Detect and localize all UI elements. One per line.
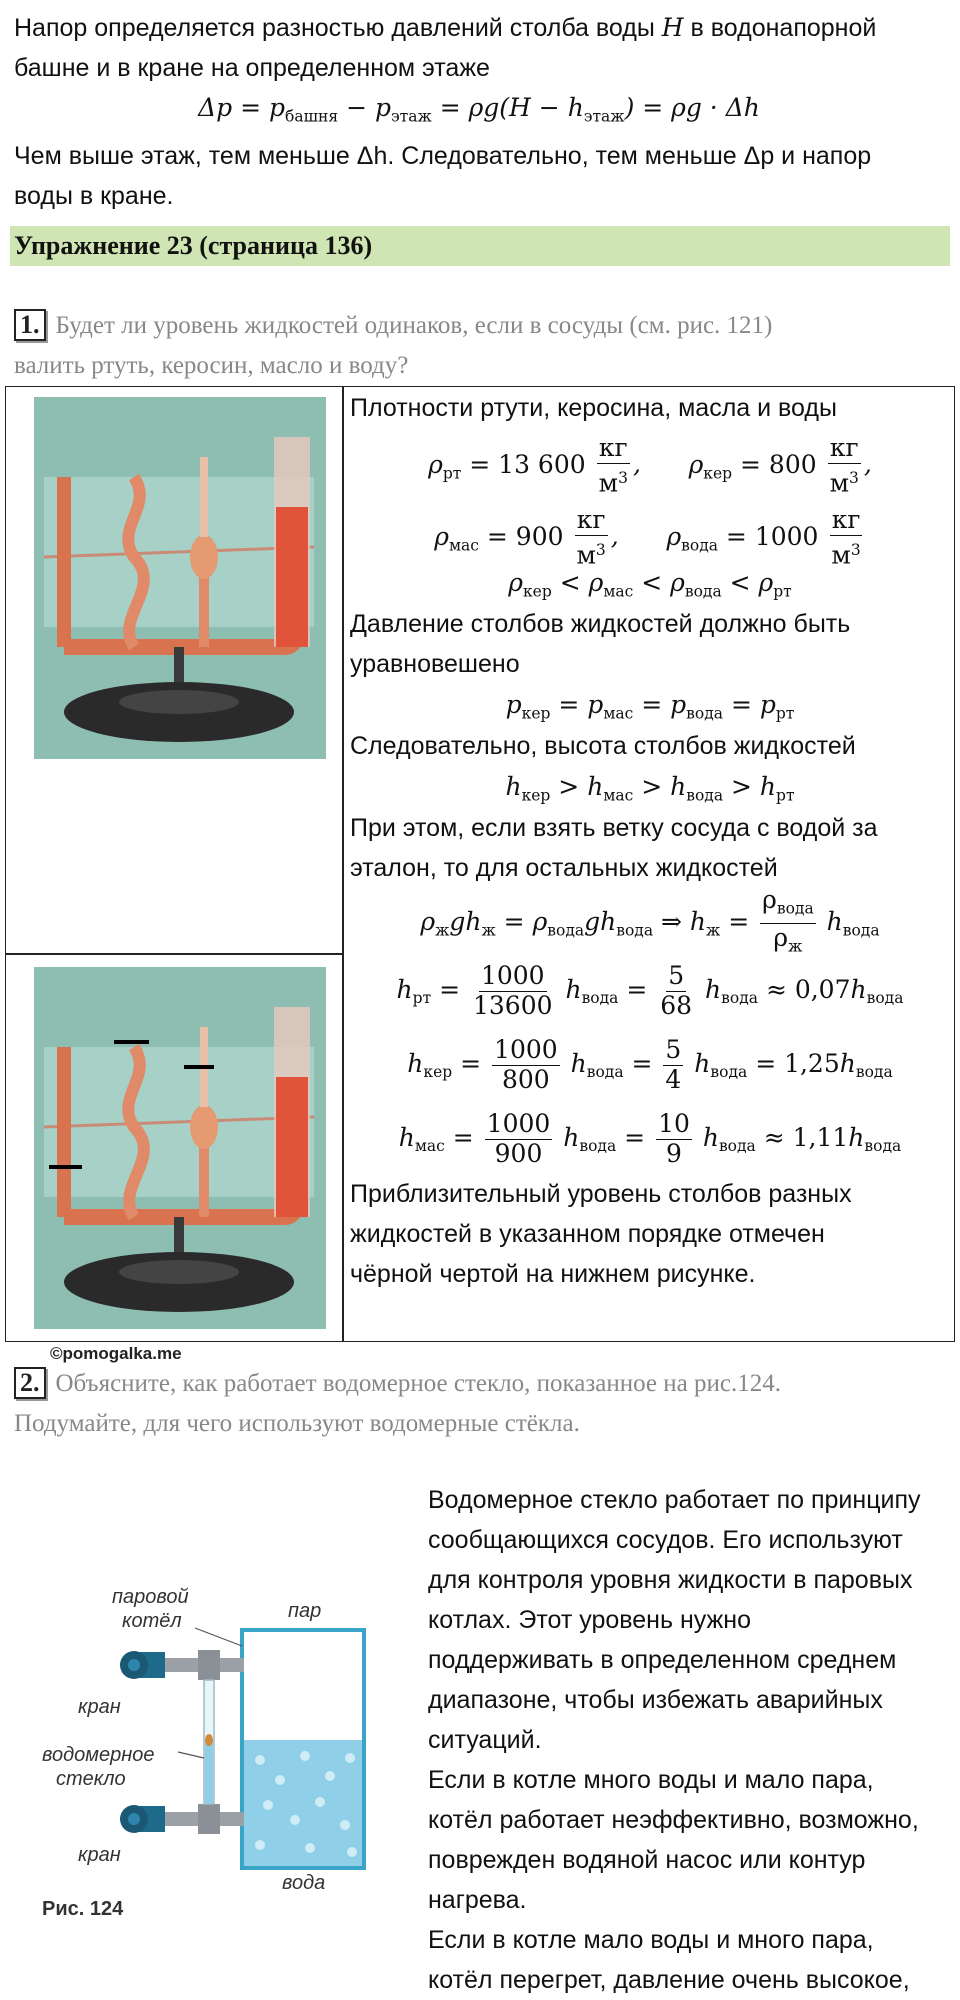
intro-line-2: башне и в кране на определенном этаже: [14, 54, 490, 82]
fig124-caption: Рис. 124: [42, 1898, 124, 1920]
question-1-line-1: Будет ли уровень жидкостей одинаков, если в сосуды (см. рис. 121): [55, 312, 773, 339]
intro-line-5: воды в кране.: [14, 182, 174, 211]
answer-2-line: котлах. Этот уровень нужно: [428, 1606, 751, 1634]
question-number-2: 2.: [14, 1367, 46, 1399]
answer-2-text: [428, 1480, 948, 2000]
question-2-line-2: Подумайте, для чего используют водомерные стёкла.: [14, 1410, 580, 1437]
answer-2-line: ситуаций.: [428, 1726, 542, 1754]
h-mercury-formula: $h_{рт}$ = $\frac{1000}{13600}$ $h_{вода}$ = $\frac{5}{68}$ $h_{вода} \approx 0,07h_{вода}$: [396, 961, 904, 1020]
answer-2-line: нагрева.: [428, 1886, 527, 1914]
answer-2-line: котёл перегрет, давление очень высокое,: [428, 1966, 910, 1994]
answer-2-line: Если в котле много воды и мало пара,: [428, 1766, 874, 1794]
pressure-text: Давление столбов жидкостей должно быть уравновешено: [350, 610, 851, 678]
watermark: ©pomogalka.me: [50, 1344, 182, 1363]
height-relation-formula: $\rho_жgh_ж = \rho_{вода}gh_{вода}$ ⇒ $h_ж$ = $\frac{\rho_{вода}}{\rho_ж}$ $h_{вода}$: [420, 885, 880, 956]
answer-2-line: поддерживать в определенном среднем: [428, 1646, 897, 1674]
answer-2-line: Если в котле мало воды и много пара,: [428, 1926, 874, 1954]
height-inequality: $h_{кер} > h_{мас} > h_{вода} > h_{рт}$: [505, 772, 795, 805]
question-number-1: 1.: [14, 309, 46, 341]
label-boiler-line-2: котёл: [122, 1610, 182, 1632]
intro-var-h: H: [661, 13, 684, 42]
intro-paragraph: [14, 8, 944, 216]
label-valve-top: кран: [78, 1696, 121, 1718]
density-inequality: $\rho_{кер} < \rho_{мас} < \rho_{вода} < \rho_{рт}$: [508, 568, 792, 601]
intro-line-4: Чем выше этаж, тем меньше Δh. Следовательно, тем меньше Δp и напор: [14, 142, 872, 171]
intro-line-1: Напор определяется разностью давлений столба воды: [14, 14, 655, 42]
label-steam: пар: [288, 1600, 322, 1622]
h-oil-formula: $h_{мас}$ = $\frac{1000}{900}$ $h_{вода}$ = $\frac{10}{9}$ $h_{вода} \approx 1,11h_{вода}$: [398, 1109, 902, 1168]
etalon-text: При этом, если взять ветку сосуда с водой за эталон, то для остальных жидкостей: [350, 814, 878, 882]
label-water: вода: [282, 1872, 326, 1894]
h-kerosene-formula: $h_{кер}$ = $\frac{1000}{800}$ $h_{вода}$ = $\frac{5}{4}$ $h_{вода} = 1,25h_{вода}$: [407, 1035, 893, 1094]
densities-heading: Плотности ртути, керосина, масла и воды: [350, 394, 837, 422]
question-1-line-2: валить ртуть, керосин, масло и воду?: [14, 352, 409, 379]
height-text: Следовательно, высота столбов жидкостей: [350, 732, 856, 760]
answer-2-line: сообщающихся сосудов. Его используют: [428, 1526, 903, 1554]
fig121-device-image: [34, 397, 326, 759]
conclusion-text: Приблизительный уровень столбов разных жидкостей в указанном порядке отмечен чёрной чертой на нижнем рисунке.: [350, 1180, 852, 1288]
intro-line-1-tail: в водонапорной: [690, 14, 877, 42]
exercise-title: Упражнение 23 (страница 136): [10, 226, 950, 266]
answer-2-line: Водомерное стекло работает по принципу: [428, 1486, 921, 1514]
fig124-boiler-diagram: [10, 1580, 390, 1890]
label-gauge-glass-line-2: стекло: [56, 1768, 126, 1790]
question-1: [14, 306, 944, 386]
label-valve-bottom: кран: [78, 1844, 121, 1866]
table-divider-vertical: [342, 387, 344, 1341]
table-divider-horizontal: [6, 953, 342, 955]
question-2: [14, 1364, 944, 1444]
density-row-2: $\rho_{мас} = 900$ $\frac{кг}{м^3}$ , $\rho_{вода} = 1000$ $\frac{кг}{м^3}$: [434, 505, 861, 570]
label-gauge-glass-line-1: водомерное: [42, 1744, 155, 1766]
label-boiler-line-1: паровой: [112, 1586, 189, 1608]
answer-2-line: поврежден водяной насос или контур: [428, 1846, 866, 1874]
fig121-device-marked-image: [34, 967, 326, 1329]
pressure-equality: $p_{кер} = p_{мас} = p_{вода} = p_{рт}$: [505, 690, 795, 723]
answer-2-line: для контроля уровня жидкости в паровых: [428, 1566, 913, 1594]
density-row-1: $\rho_{рт} = 13$ 600 $\frac{кг}{м^3}$ , $\rho_{кер} = 800$ $\frac{кг}{м^3}$ ,: [428, 433, 872, 498]
answer-2-line: котёл работает неэффективно, возможно,: [428, 1806, 919, 1834]
question-2-line-1: Объясните, как работает водомерное стекло, показанное на рис.124.: [55, 1370, 781, 1397]
answer-2-line: диапазоне, чтобы избежать аварийных: [428, 1686, 883, 1714]
pressure-formula: $\Delta p = p_{башня} - p_{этаж} = \rho g(H - h_{этаж}) = \rho g \cdot \Delta h$: [198, 93, 760, 126]
